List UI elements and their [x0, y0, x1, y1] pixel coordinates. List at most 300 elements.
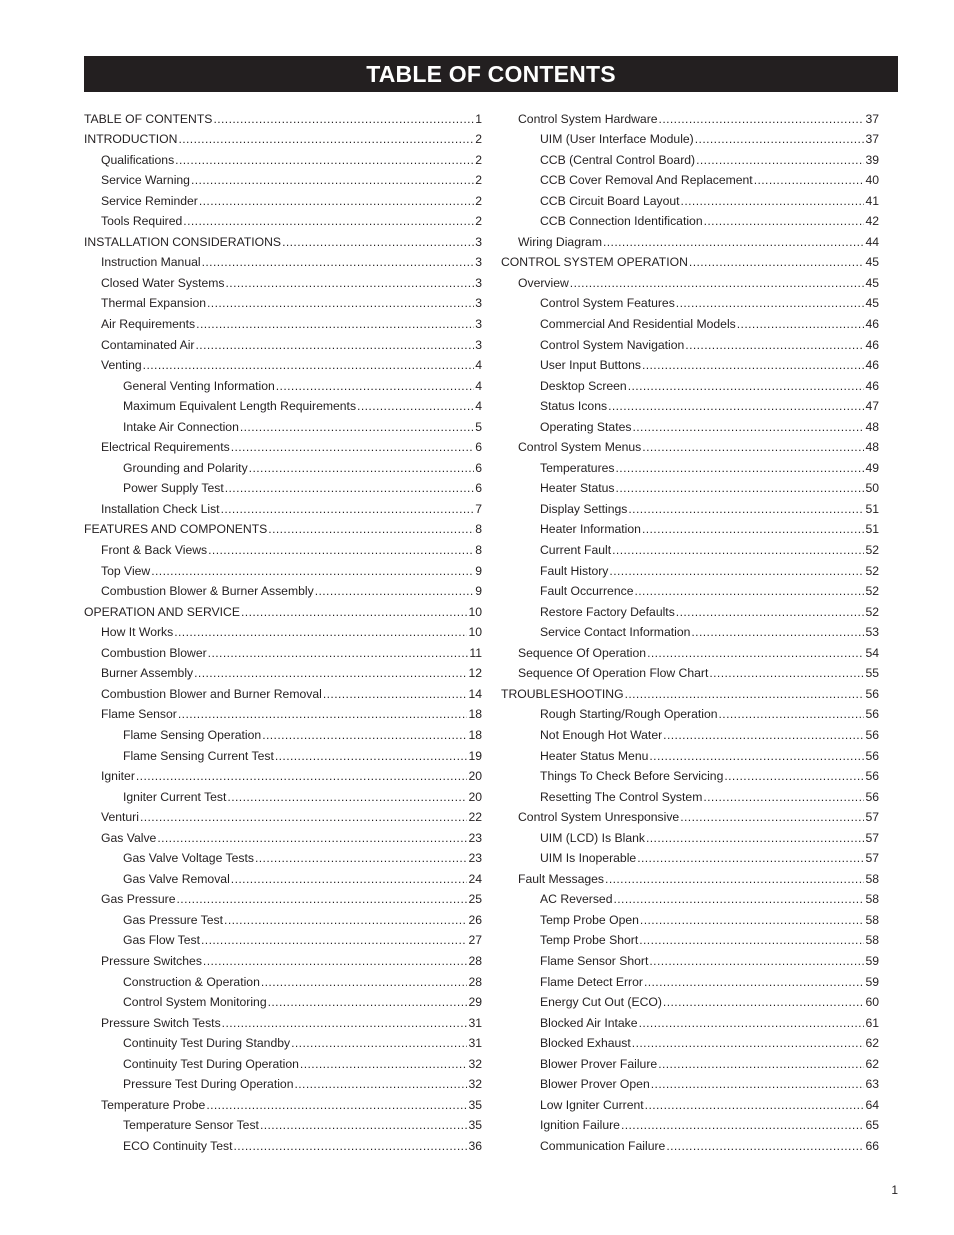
- toc-entry[interactable]: [501, 269, 879, 290]
- dot-leader: [136, 769, 468, 783]
- toc-entry-page: 31: [468, 1015, 482, 1030]
- toc-entry[interactable]: [501, 434, 879, 455]
- toc-entry[interactable]: [501, 1050, 879, 1071]
- toc-entry[interactable]: [501, 557, 879, 578]
- toc-entry[interactable]: [501, 105, 879, 126]
- toc-entry-page: 3: [475, 317, 482, 332]
- dot-leader: [676, 605, 865, 619]
- toc-entry-label: Service Contact Information: [540, 625, 691, 640]
- dot-leader: [294, 1077, 467, 1091]
- toc-entry[interactable]: [501, 804, 879, 825]
- toc-entry[interactable]: [501, 372, 879, 393]
- toc-entry[interactable]: [84, 763, 482, 784]
- dot-leader: [323, 687, 468, 701]
- toc-entry[interactable]: [501, 886, 879, 907]
- toc-entry-label: Combustion Blower & Burner Assembly: [101, 584, 314, 599]
- toc-entry[interactable]: [501, 146, 879, 167]
- toc-entry[interactable]: [84, 310, 482, 331]
- toc-entry-label: Control System Monitoring: [123, 995, 267, 1010]
- toc-entry-label: Ignition Failure: [540, 1118, 620, 1133]
- toc-entry-label: Qualifications: [101, 152, 175, 167]
- toc-entry-page: 47: [865, 399, 879, 414]
- toc-entry-page: 62: [865, 1036, 879, 1051]
- toc-entry-page: 52: [865, 543, 879, 558]
- toc-entry-label: Flame Sensor: [101, 707, 177, 722]
- toc-entry-label: Commercial And Residential Models: [540, 317, 736, 332]
- toc-entry[interactable]: [84, 393, 482, 414]
- toc-entry[interactable]: [84, 434, 482, 455]
- dot-leader: [613, 892, 864, 906]
- toc-entry[interactable]: [501, 906, 879, 927]
- toc-entry-label: Control System Hardware: [518, 111, 658, 126]
- toc-entry[interactable]: [84, 1030, 482, 1051]
- toc-entry[interactable]: [84, 1091, 482, 1112]
- toc-entry-page: 31: [468, 1036, 482, 1051]
- toc-entry-label: Igniter: [101, 769, 135, 784]
- toc-entry[interactable]: [84, 578, 482, 599]
- toc-entry-label: Burner Assembly: [101, 666, 194, 681]
- toc-entry-page: 22: [468, 810, 482, 825]
- toc-entry[interactable]: [84, 865, 482, 886]
- toc-entry-label: Blower Prover Failure: [540, 1056, 658, 1071]
- toc-entry-label: Pressure Switches: [101, 953, 202, 968]
- toc-entry-page: 8: [475, 543, 482, 558]
- toc-entry[interactable]: [501, 475, 879, 496]
- toc-entry[interactable]: [84, 1009, 482, 1030]
- dot-leader: [262, 728, 467, 742]
- dot-leader: [177, 892, 468, 906]
- dot-leader: [612, 543, 864, 557]
- dot-leader: [676, 296, 865, 310]
- toc-entry-label: CONTROL SYSTEM OPERATION: [501, 255, 688, 270]
- toc-entry-page: 59: [865, 953, 879, 968]
- dot-leader: [637, 851, 864, 865]
- toc-entry-page: 10: [468, 625, 482, 640]
- toc-entry-page: 56: [865, 789, 879, 804]
- toc-entry-page: 55: [865, 666, 879, 681]
- toc-entry[interactable]: [84, 167, 482, 188]
- toc-entry-page: 27: [468, 933, 482, 948]
- toc-entry-label: Venturi: [101, 810, 139, 825]
- dot-leader: [634, 584, 864, 598]
- dot-leader: [291, 1036, 467, 1050]
- toc-entry-page: 23: [468, 830, 482, 845]
- dot-leader: [609, 564, 864, 578]
- toc-entry-page: 36: [468, 1138, 482, 1153]
- toc-entry-label: Intake Air Connection: [123, 419, 239, 434]
- toc-entry-label: Things To Check Before Servicing: [540, 769, 724, 784]
- toc-entry[interactable]: [501, 865, 879, 886]
- toc-entry[interactable]: [501, 989, 879, 1010]
- toc-entry[interactable]: [501, 1071, 879, 1092]
- toc-entry-page: 19: [468, 748, 482, 763]
- toc-entry-label: Heater Status: [540, 481, 615, 496]
- toc-entry[interactable]: [84, 619, 482, 640]
- dot-leader: [695, 132, 865, 146]
- toc-entry-page: 59: [865, 974, 879, 989]
- toc-entry[interactable]: [84, 824, 482, 845]
- toc-entry[interactable]: [501, 680, 879, 701]
- toc-entry[interactable]: [84, 598, 482, 619]
- toc-entry-page: 56: [865, 748, 879, 763]
- toc-entry-page: 58: [865, 912, 879, 927]
- toc-entry[interactable]: [501, 1132, 879, 1153]
- dot-leader: [249, 461, 475, 475]
- toc-entry[interactable]: [501, 126, 879, 147]
- toc-entry-page: 3: [475, 255, 482, 270]
- toc-entry-page: 1: [475, 111, 482, 126]
- toc-entry[interactable]: [84, 413, 482, 434]
- toc-entry-page: 46: [865, 358, 879, 373]
- toc-entry[interactable]: [84, 249, 482, 270]
- dot-leader: [605, 872, 864, 886]
- toc-entry-page: 18: [468, 707, 482, 722]
- dot-leader: [240, 420, 474, 434]
- toc-entry[interactable]: [84, 886, 482, 907]
- toc-entry-page: 39: [865, 152, 879, 167]
- toc-entry-label: Construction & Operation: [123, 974, 260, 989]
- toc-entry[interactable]: [84, 1132, 482, 1153]
- toc-entry-label: Igniter Current Test: [123, 789, 227, 804]
- toc-entry-label: Power Supply Test: [123, 481, 224, 496]
- toc-entry[interactable]: [501, 783, 879, 804]
- toc-entry[interactable]: [501, 947, 879, 968]
- toc-entry-page: 62: [865, 1056, 879, 1071]
- dot-leader: [680, 810, 864, 824]
- dot-leader: [276, 379, 474, 393]
- toc-left-column: [84, 105, 482, 1153]
- toc-entry[interactable]: [84, 269, 482, 290]
- dot-leader: [651, 1077, 865, 1091]
- toc-entry-page: 45: [865, 275, 879, 290]
- dot-leader: [231, 872, 468, 886]
- toc-entry-page: 56: [865, 769, 879, 784]
- toc-entry-label: Maximum Equivalent Length Requirements: [123, 399, 357, 414]
- toc-entry-page: 66: [865, 1138, 879, 1153]
- toc-entry-page: 8: [475, 522, 482, 537]
- toc-entry[interactable]: [84, 105, 482, 126]
- toc-entry[interactable]: [501, 310, 879, 331]
- toc-entry[interactable]: [84, 845, 482, 866]
- dot-leader: [754, 173, 865, 187]
- toc-entry[interactable]: [84, 927, 482, 948]
- dot-leader: [201, 933, 467, 947]
- toc-entry[interactable]: [84, 126, 482, 147]
- toc-entry-label: Temperatures: [540, 460, 615, 475]
- toc-entry[interactable]: [501, 536, 879, 557]
- toc-entry[interactable]: [501, 763, 879, 784]
- toc-entry[interactable]: [501, 619, 879, 640]
- toc-entry-label: Wiring Diagram: [518, 234, 602, 249]
- toc-entry-label: Top View: [101, 563, 151, 578]
- toc-entry-label: User Input Buttons: [540, 358, 641, 373]
- toc-entry-label: UIM Is Inoperable: [540, 851, 637, 866]
- toc-entry[interactable]: [501, 742, 879, 763]
- dot-leader: [737, 317, 865, 331]
- dot-leader: [260, 1118, 468, 1132]
- toc-entry-label: Temperature Sensor Test: [123, 1118, 259, 1133]
- toc-entry[interactable]: [501, 1009, 879, 1030]
- toc-entry-page: 52: [865, 584, 879, 599]
- toc-entry[interactable]: [84, 804, 482, 825]
- toc-entry-page: 28: [468, 974, 482, 989]
- toc-entry[interactable]: [501, 495, 879, 516]
- dot-leader: [208, 646, 469, 660]
- toc-entry[interactable]: [84, 680, 482, 701]
- toc-entry-page: 20: [468, 789, 482, 804]
- toc-entry-page: 9: [475, 563, 482, 578]
- dot-leader: [234, 1139, 468, 1153]
- dot-leader: [681, 194, 865, 208]
- toc-entry[interactable]: [501, 167, 879, 188]
- toc-entry[interactable]: [84, 146, 482, 167]
- dot-leader: [227, 790, 467, 804]
- toc-entry-label: Continuity Test During Operation: [123, 1056, 299, 1071]
- toc-entry-page: 32: [468, 1077, 482, 1092]
- toc-entry-page: 14: [468, 686, 482, 701]
- toc-entry-label: TABLE OF CONTENTS: [84, 111, 213, 126]
- toc-entry[interactable]: [501, 187, 879, 208]
- toc-entry-label: Combustion Blower and Burner Removal: [101, 686, 322, 701]
- toc-entry[interactable]: [501, 290, 879, 311]
- dot-leader: [226, 276, 475, 290]
- toc-entry[interactable]: [84, 1050, 482, 1071]
- toc-entry-page: 56: [865, 727, 879, 742]
- toc-entry[interactable]: [84, 721, 482, 742]
- dot-leader: [645, 1098, 865, 1112]
- toc-entry-label: Blower Prover Open: [540, 1077, 650, 1092]
- dot-leader: [300, 1057, 468, 1071]
- toc-entry-label: Rough Starting/Rough Operation: [540, 707, 718, 722]
- toc-entry-page: 65: [865, 1118, 879, 1133]
- toc-entry[interactable]: [84, 742, 482, 763]
- toc-entry-page: 49: [865, 460, 879, 475]
- dot-leader: [194, 666, 467, 680]
- toc-entry-page: 4: [475, 399, 482, 414]
- dot-leader: [202, 255, 475, 269]
- toc-entry[interactable]: [501, 845, 879, 866]
- toc-entry[interactable]: [84, 947, 482, 968]
- toc-entry-label: Resetting The Control System: [540, 789, 703, 804]
- toc-entry-page: 58: [865, 892, 879, 907]
- dot-leader: [178, 707, 468, 721]
- dot-leader: [225, 481, 475, 495]
- toc-entry-page: 58: [865, 933, 879, 948]
- toc-entry[interactable]: [501, 1112, 879, 1133]
- dot-leader: [570, 276, 865, 290]
- toc-entry-page: 5: [475, 419, 482, 434]
- toc-entry-page: 32: [468, 1056, 482, 1071]
- toc-entry-page: 41: [865, 193, 879, 208]
- toc-entry[interactable]: [501, 228, 879, 249]
- dot-leader: [691, 625, 864, 639]
- toc-entry[interactable]: [501, 639, 879, 660]
- toc-entry-label: Fault History: [540, 563, 609, 578]
- toc-entry[interactable]: [84, 495, 482, 516]
- dot-leader: [719, 707, 865, 721]
- toc-entry-label: Grounding and Polarity: [123, 460, 248, 475]
- dot-leader: [649, 954, 864, 968]
- toc-entry[interactable]: [84, 352, 482, 373]
- toc-entry-page: 6: [475, 460, 482, 475]
- toc-entry-page: 44: [865, 234, 879, 249]
- toc-entry-page: 46: [865, 337, 879, 352]
- dot-leader: [603, 235, 864, 249]
- toc-entry[interactable]: [501, 516, 879, 537]
- toc-entry-page: 46: [865, 378, 879, 393]
- toc-entry[interactable]: [84, 475, 482, 496]
- toc-entry-page: 48: [865, 419, 879, 434]
- toc-entry[interactable]: [501, 208, 879, 229]
- toc-entry-label: ECO Continuity Test: [123, 1138, 233, 1153]
- toc-entry[interactable]: [501, 1091, 879, 1112]
- dot-leader: [196, 317, 474, 331]
- toc-entry-page: 2: [475, 132, 482, 147]
- toc-entry[interactable]: [84, 639, 482, 660]
- toc-entry[interactable]: [501, 578, 879, 599]
- toc-entry-label: Front & Back Views: [101, 543, 208, 558]
- toc-entry-page: 51: [865, 522, 879, 537]
- toc-entry-label: Energy Cut Out (ECO): [540, 995, 662, 1010]
- toc-entry-page: 10: [468, 604, 482, 619]
- dot-leader: [649, 749, 864, 763]
- toc-entry[interactable]: [501, 721, 879, 742]
- toc-entry-label: Flame Detect Error: [540, 974, 643, 989]
- toc-entry[interactable]: [84, 290, 482, 311]
- toc-entry-page: 4: [475, 378, 482, 393]
- toc-entry-page: 57: [865, 810, 879, 825]
- toc-entry-label: Control System Navigation: [540, 337, 685, 352]
- dot-leader: [199, 194, 474, 208]
- toc-entry[interactable]: [501, 413, 879, 434]
- toc-entry[interactable]: [84, 516, 482, 537]
- toc-entry-page: 25: [468, 892, 482, 907]
- toc-entry-label: Blocked Air Intake: [540, 1015, 638, 1030]
- toc-entry[interactable]: [84, 1112, 482, 1133]
- toc-entry[interactable]: [84, 989, 482, 1010]
- toc-entry[interactable]: [84, 783, 482, 804]
- toc-entry[interactable]: [501, 352, 879, 373]
- toc-entry[interactable]: [501, 660, 879, 681]
- toc-entry-page: 35: [468, 1097, 482, 1112]
- toc-entry-page: 40: [865, 173, 879, 188]
- toc-entry-page: 2: [475, 152, 482, 167]
- toc-entry-page: 45: [865, 255, 879, 270]
- dot-leader: [282, 235, 474, 249]
- toc-entry-label: Service Reminder: [101, 193, 198, 208]
- toc-entry-page: 29: [468, 995, 482, 1010]
- toc-entry[interactable]: [501, 393, 879, 414]
- toc-entry[interactable]: [84, 701, 482, 722]
- toc-entry-label: CCB (Central Control Board): [540, 152, 696, 167]
- toc-entry[interactable]: [84, 454, 482, 475]
- toc-entry[interactable]: [501, 968, 879, 989]
- toc-entry-label: Restore Factory Defaults: [540, 604, 675, 619]
- dot-leader: [208, 543, 474, 557]
- toc-entry-label: Flame Sensor Short: [540, 953, 649, 968]
- toc-entry[interactable]: [84, 187, 482, 208]
- toc-entry[interactable]: [501, 824, 879, 845]
- toc-entry[interactable]: [501, 701, 879, 722]
- toc-entry[interactable]: [84, 557, 482, 578]
- toc-entry-label: Venting: [101, 358, 142, 373]
- toc-entry-label: Gas Pressure: [101, 892, 176, 907]
- dot-leader: [663, 728, 864, 742]
- dot-leader: [143, 358, 475, 372]
- toc-entry-label: Thermal Expansion: [101, 296, 206, 311]
- toc-entry[interactable]: [84, 331, 482, 352]
- toc-entry[interactable]: [501, 1030, 879, 1051]
- toc-entry[interactable]: [501, 598, 879, 619]
- toc-entry-label: Instruction Manual: [101, 255, 201, 270]
- toc-entry-label: Fault Occurrence: [540, 584, 634, 599]
- toc-entry[interactable]: [84, 228, 482, 249]
- dot-leader: [268, 522, 474, 536]
- toc-entry-page: 3: [475, 234, 482, 249]
- toc-entry-label: Low Igniter Current: [540, 1097, 644, 1112]
- toc-entry-label: Gas Pressure Test: [123, 912, 224, 927]
- dot-leader: [178, 132, 474, 146]
- toc-entry-page: 48: [865, 440, 879, 455]
- toc-entry-label: Sequence Of Operation: [518, 645, 647, 660]
- toc-entry[interactable]: [84, 968, 482, 989]
- toc-entry[interactable]: [501, 331, 879, 352]
- toc-entry-label: UIM (LCD) Is Blank: [540, 830, 645, 845]
- toc-right-column: [501, 105, 879, 1153]
- toc-entry-label: Continuity Test During Standby: [123, 1036, 291, 1051]
- toc-entry-label: OPERATION AND SERVICE: [84, 604, 240, 619]
- toc-entry[interactable]: [84, 660, 482, 681]
- toc-entry-page: 60: [865, 995, 879, 1010]
- dot-leader: [696, 153, 864, 167]
- toc-entry-page: 51: [865, 501, 879, 516]
- toc-entry[interactable]: [84, 372, 482, 393]
- toc-entry-label: Pressure Switch Tests: [101, 1015, 221, 1030]
- toc-entry-label: Current Fault: [540, 543, 612, 558]
- toc-entry-label: Control System Unresponsive: [518, 810, 680, 825]
- toc-entry-label: Tools Required: [101, 214, 183, 229]
- dot-leader: [140, 810, 467, 824]
- toc-entry-label: Fault Messages: [518, 871, 605, 886]
- toc-entry-label: CCB Cover Removal And Replacement: [540, 173, 753, 188]
- toc-entry[interactable]: [501, 249, 879, 270]
- dot-leader: [640, 913, 865, 927]
- dot-leader: [642, 522, 865, 536]
- toc-entry-label: Sequence Of Operation Flow Chart: [518, 666, 709, 681]
- toc-entry[interactable]: [84, 906, 482, 927]
- toc-entry[interactable]: [501, 927, 879, 948]
- dot-leader: [175, 153, 474, 167]
- toc-entry-page: 42: [865, 214, 879, 229]
- toc-entry-label: Service Warning: [101, 173, 190, 188]
- toc-entry[interactable]: [501, 454, 879, 475]
- toc-entry-page: 9: [475, 584, 482, 599]
- toc-entry-label: TROUBLESHOOTING: [501, 686, 624, 701]
- toc-entry[interactable]: [84, 208, 482, 229]
- toc-entry-label: Heater Information: [540, 522, 641, 537]
- toc-entry-label: General Venting Information: [123, 378, 275, 393]
- toc-entry[interactable]: [84, 536, 482, 557]
- toc-entry[interactable]: [84, 1071, 482, 1092]
- dot-leader: [231, 440, 475, 454]
- dot-leader: [207, 296, 474, 310]
- toc-entry-page: 45: [865, 296, 879, 311]
- toc-entry-label: Gas Valve: [101, 830, 157, 845]
- toc-entry-page: 54: [865, 645, 879, 660]
- toc-entry-label: Temp Probe Open: [540, 912, 639, 927]
- dot-leader: [628, 502, 864, 516]
- toc-entry-label: Control System Menus: [518, 440, 642, 455]
